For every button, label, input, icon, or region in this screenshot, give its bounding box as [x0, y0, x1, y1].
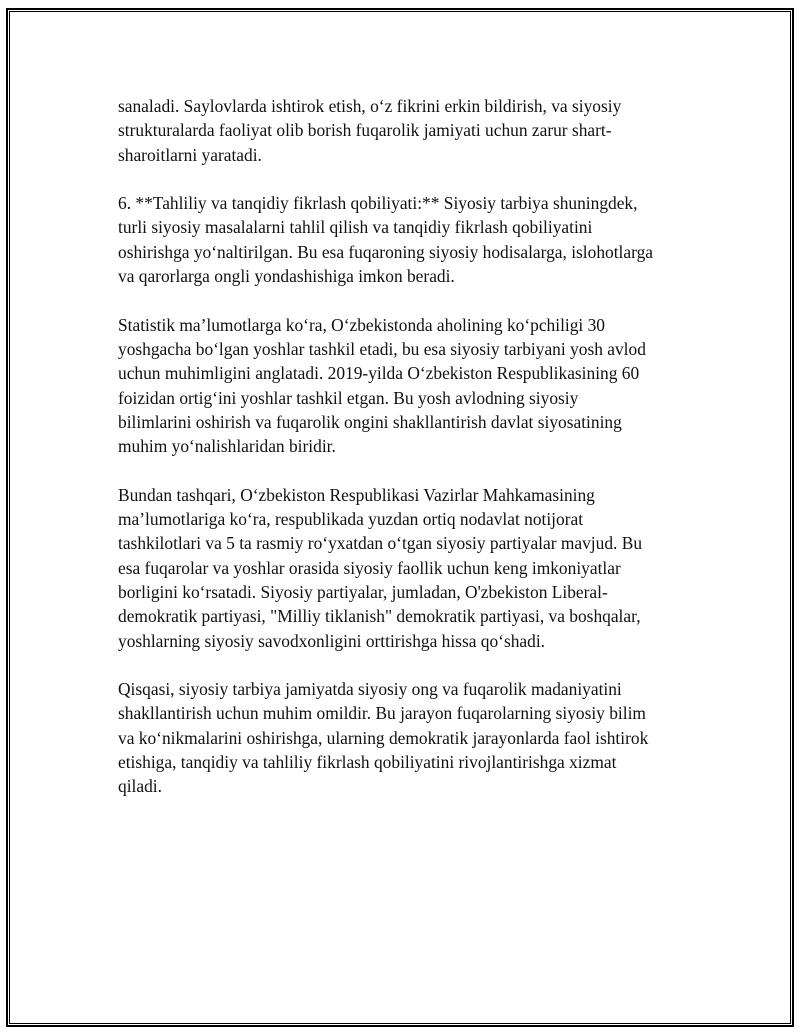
text-line: demokratik partiyasi, "Milliy tiklanish" demokratik partiyasi, va boshqalar, [118, 606, 641, 627]
text-line: turli siyosiy masalalarni tahlil qilish va tanqidiy fikrlash qobiliyatini [118, 217, 593, 238]
paragraph-conclusion [118, 677, 704, 798]
text-line: shakllantirish uchun muhim omildir. Bu jarayon fuqarolarning siyosiy bilim [118, 703, 646, 724]
document-page [6, 8, 794, 1027]
text-line: sharoitlarni yaratadi. [118, 144, 262, 165]
text-line: va ko‘nikmalarini oshirishga, ularning demokratik jarayonlarda faol ishtirok [118, 727, 649, 748]
document-body [118, 94, 704, 823]
text-line: yoshgacha bo‘lgan yoshlar tashkil etadi, bu esa siyosiy tarbiyani yosh avlod [118, 338, 646, 359]
text-line: Qisqasi, siyosiy tarbiya jamiyatda siyosiy ong va fuqarolik madaniyatini [118, 679, 622, 700]
text-line: 6. **Tahliliy va tanqidiy fikrlash qobiliyati:** Siyosiy tarbiya shuningdek, [118, 193, 638, 214]
text-line: Bundan tashqari, O‘zbekiston Respublikasi Vazirlar Mahkamasining [118, 484, 595, 505]
text-line: strukturalarda faoliyat olib borish fuqarolik jamiyati uchun zarur shart- [118, 120, 612, 141]
text-line: tashkilotlari va 5 ta rasmiy ro‘yxatdan o‘tgan siyosiy partiyalar mavjud. Bu [118, 533, 643, 554]
text-line: qiladi. [118, 776, 162, 797]
paragraph-statistics [118, 313, 704, 459]
text-line: Statistik ma’lumotlarga ko‘ra, O‘zbekistonda aholining ko‘pchiligi 30 [118, 314, 606, 335]
text-line: sanaladi. Saylovlarda ishtirok etish, o‘z fikrini erkin bildirish, va siyosiy [118, 96, 622, 116]
text-line: oshirishga yo‘naltirilgan. Bu esa fuqaroning siyosiy hodisalarga, islohotlarga [118, 241, 653, 262]
paragraph-critical-thinking [118, 191, 704, 288]
text-line: esa fuqarolar va yoshlar orasida siyosiy faollik uchun keng imkoniyatlar [118, 557, 621, 578]
text-line: borligini ko‘rsatadi. Siyosiy partiyalar, jumladan, O'zbekiston Liberal- [118, 581, 608, 602]
text-line: foizidan ortig‘ini yoshlar tashkil etgan. Bu yosh avlodning siyosiy [118, 387, 579, 408]
text-line: uchun muhimligini anglatadi. 2019-yilda O‘zbekiston Respublikasining 60 [118, 363, 640, 384]
paragraph-civic-participation [118, 94, 704, 167]
text-line: ma’lumotlariga ko‘ra, respublikada yuzdan ortiq nodavlat notijorat [118, 509, 584, 530]
text-line: va qarorlarga ongli yondashishiga imkon beradi. [118, 266, 455, 287]
paragraph-ngo-parties [118, 483, 704, 653]
text-line: etishiga, tanqidiy va tahliliy fikrlash qobiliyatini rivojlantirishga xizmat [118, 752, 617, 773]
text-line: yoshlarning siyosiy savodxonligini orttirishga hissa qo‘shadi. [118, 630, 546, 651]
text-line: muhim yo‘nalishlaridan biridir. [118, 436, 336, 457]
text-line: bilimlarini oshirish va fuqarolik ongini shakllantirish davlat siyosatining [118, 411, 622, 432]
